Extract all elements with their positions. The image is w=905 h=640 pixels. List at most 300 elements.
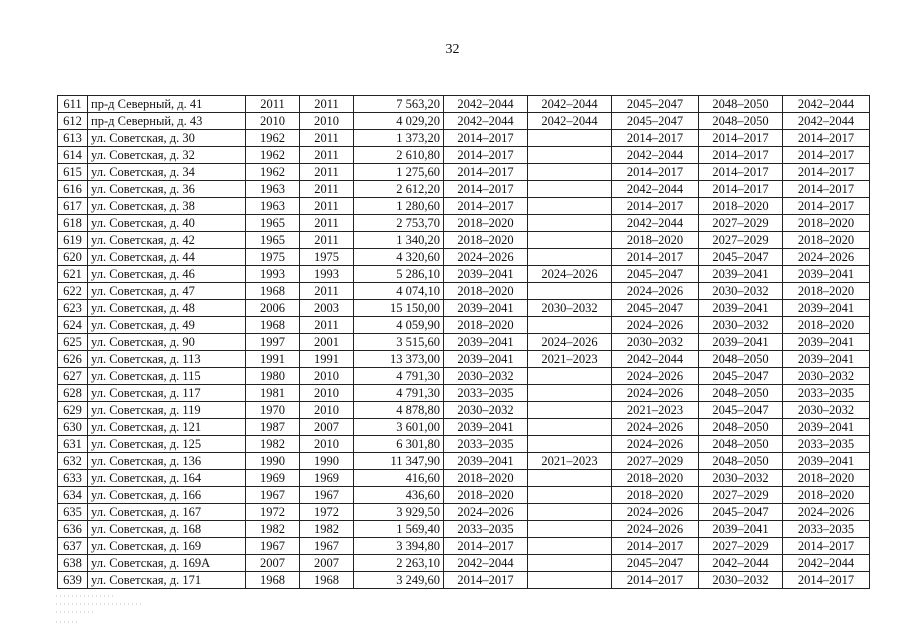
address-cell: ул. Советская, д. 49 xyxy=(88,317,246,334)
table-row xyxy=(58,470,870,487)
row-number-cell: 618 xyxy=(58,215,88,232)
period-3-cell: 2014–2017 xyxy=(612,164,699,181)
address-cell: ул. Советская, д. 32 xyxy=(88,147,246,164)
period-5-cell: 2018–2020 xyxy=(783,487,870,504)
year-commissioned-cell: 2011 xyxy=(300,317,354,334)
period-1-cell: 2039–2041 xyxy=(444,266,528,283)
area-cell: 7 563,20 xyxy=(354,96,444,113)
period-1-cell: 2014–2017 xyxy=(444,164,528,181)
period-4-cell: 2042–2044 xyxy=(699,555,783,572)
table-row xyxy=(58,147,870,164)
period-3-cell: 2045–2047 xyxy=(612,96,699,113)
period-4-cell: 2039–2041 xyxy=(699,334,783,351)
year-built-cell: 1967 xyxy=(246,538,300,555)
table-row xyxy=(58,504,870,521)
table-row xyxy=(58,317,870,334)
period-5-cell: 2042–2044 xyxy=(783,555,870,572)
period-2-cell xyxy=(528,419,612,436)
year-built-cell: 1990 xyxy=(246,453,300,470)
area-cell: 416,60 xyxy=(354,470,444,487)
period-3-cell: 2014–2017 xyxy=(612,538,699,555)
period-4-cell: 2048–2050 xyxy=(699,419,783,436)
period-5-cell: 2033–2035 xyxy=(783,521,870,538)
year-built-cell: 2006 xyxy=(246,300,300,317)
row-number-cell: 615 xyxy=(58,164,88,181)
table-row xyxy=(58,164,870,181)
row-number-cell: 631 xyxy=(58,436,88,453)
year-commissioned-cell: 2007 xyxy=(300,419,354,436)
row-number-cell: 617 xyxy=(58,198,88,215)
period-4-cell: 2027–2029 xyxy=(699,215,783,232)
period-4-cell: 2045–2047 xyxy=(699,249,783,266)
year-built-cell: 1980 xyxy=(246,368,300,385)
address-cell: ул. Советская, д. 169А xyxy=(88,555,246,572)
table-row xyxy=(58,385,870,402)
address-cell: ул. Советская, д. 164 xyxy=(88,470,246,487)
year-built-cell: 1972 xyxy=(246,504,300,521)
period-5-cell: 2018–2020 xyxy=(783,470,870,487)
period-2-cell xyxy=(528,232,612,249)
table-row xyxy=(58,283,870,300)
period-4-cell: 2045–2047 xyxy=(699,368,783,385)
period-1-cell: 2039–2041 xyxy=(444,419,528,436)
period-5-cell: 2042–2044 xyxy=(783,96,870,113)
period-3-cell: 2042–2044 xyxy=(612,181,699,198)
year-commissioned-cell: 1993 xyxy=(300,266,354,283)
address-cell: ул. Советская, д. 169 xyxy=(88,538,246,555)
period-5-cell: 2014–2017 xyxy=(783,198,870,215)
period-2-cell xyxy=(528,572,612,589)
area-cell: 4 074,10 xyxy=(354,283,444,300)
address-cell: пр-д Северный, д. 43 xyxy=(88,113,246,130)
period-3-cell: 2014–2017 xyxy=(612,198,699,215)
period-3-cell: 2024–2026 xyxy=(612,283,699,300)
year-commissioned-cell: 2001 xyxy=(300,334,354,351)
table-row xyxy=(58,487,870,504)
table-row xyxy=(58,215,870,232)
period-2-cell xyxy=(528,402,612,419)
period-1-cell: 2042–2044 xyxy=(444,113,528,130)
address-cell: ул. Советская, д. 121 xyxy=(88,419,246,436)
period-5-cell: 2014–2017 xyxy=(783,538,870,555)
period-4-cell: 2045–2047 xyxy=(699,402,783,419)
period-5-cell: 2033–2035 xyxy=(783,436,870,453)
period-5-cell: 2030–2032 xyxy=(783,402,870,419)
row-number-cell: 623 xyxy=(58,300,88,317)
year-commissioned-cell: 2010 xyxy=(300,368,354,385)
row-number-cell: 634 xyxy=(58,487,88,504)
address-cell: ул. Советская, д. 125 xyxy=(88,436,246,453)
page-number: 32 xyxy=(445,42,460,57)
year-commissioned-cell: 1969 xyxy=(300,470,354,487)
year-commissioned-cell: 2007 xyxy=(300,555,354,572)
period-5-cell: 2039–2041 xyxy=(783,351,870,368)
period-3-cell: 2030–2032 xyxy=(612,334,699,351)
period-1-cell: 2018–2020 xyxy=(444,317,528,334)
area-cell: 1 340,20 xyxy=(354,232,444,249)
year-commissioned-cell: 2010 xyxy=(300,385,354,402)
period-3-cell: 2014–2017 xyxy=(612,572,699,589)
address-cell: ул. Советская, д. 40 xyxy=(88,215,246,232)
period-2-cell xyxy=(528,147,612,164)
period-3-cell: 2045–2047 xyxy=(612,113,699,130)
area-cell: 3 394,80 xyxy=(354,538,444,555)
year-built-cell: 1963 xyxy=(246,181,300,198)
table-row xyxy=(58,453,870,470)
area-cell: 2 263,10 xyxy=(354,555,444,572)
table-row xyxy=(58,402,870,419)
period-3-cell: 2014–2017 xyxy=(612,130,699,147)
row-number-cell: 613 xyxy=(58,130,88,147)
year-commissioned-cell: 2011 xyxy=(300,147,354,164)
period-2-cell xyxy=(528,181,612,198)
period-1-cell: 2018–2020 xyxy=(444,487,528,504)
period-2-cell: 2024–2026 xyxy=(528,266,612,283)
period-3-cell: 2042–2044 xyxy=(612,351,699,368)
table-row xyxy=(58,113,870,130)
year-built-cell: 1968 xyxy=(246,572,300,589)
period-2-cell: 2030–2032 xyxy=(528,300,612,317)
period-1-cell: 2033–2035 xyxy=(444,521,528,538)
year-commissioned-cell: 1991 xyxy=(300,351,354,368)
period-4-cell: 2027–2029 xyxy=(699,487,783,504)
period-5-cell: 2024–2026 xyxy=(783,504,870,521)
period-1-cell: 2033–2035 xyxy=(444,436,528,453)
period-3-cell: 2024–2026 xyxy=(612,521,699,538)
period-1-cell: 2039–2041 xyxy=(444,300,528,317)
year-commissioned-cell: 2011 xyxy=(300,130,354,147)
period-4-cell: 2030–2032 xyxy=(699,317,783,334)
period-4-cell: 2039–2041 xyxy=(699,300,783,317)
period-5-cell: 2018–2020 xyxy=(783,317,870,334)
year-built-cell: 1968 xyxy=(246,317,300,334)
period-4-cell: 2048–2050 xyxy=(699,453,783,470)
period-3-cell: 2024–2026 xyxy=(612,419,699,436)
area-cell: 1 373,20 xyxy=(354,130,444,147)
period-5-cell: 2039–2041 xyxy=(783,419,870,436)
period-3-cell: 2024–2026 xyxy=(612,504,699,521)
period-5-cell: 2033–2035 xyxy=(783,385,870,402)
address-cell: ул. Советская, д. 90 xyxy=(88,334,246,351)
year-commissioned-cell: 1975 xyxy=(300,249,354,266)
year-built-cell: 1991 xyxy=(246,351,300,368)
address-cell: ул. Советская, д. 171 xyxy=(88,572,246,589)
period-3-cell: 2042–2044 xyxy=(612,147,699,164)
year-built-cell: 1965 xyxy=(246,215,300,232)
area-cell: 4 791,30 xyxy=(354,368,444,385)
period-4-cell: 2014–2017 xyxy=(699,147,783,164)
period-1-cell: 2030–2032 xyxy=(444,402,528,419)
row-number-cell: 628 xyxy=(58,385,88,402)
table-row xyxy=(58,96,870,113)
table-row xyxy=(58,181,870,198)
period-2-cell xyxy=(528,436,612,453)
year-commissioned-cell: 2011 xyxy=(300,164,354,181)
period-5-cell: 2042–2044 xyxy=(783,113,870,130)
period-4-cell: 2018–2020 xyxy=(699,198,783,215)
period-3-cell: 2018–2020 xyxy=(612,470,699,487)
period-1-cell: 2014–2017 xyxy=(444,538,528,555)
period-2-cell xyxy=(528,164,612,181)
period-2-cell xyxy=(528,521,612,538)
period-3-cell: 2024–2026 xyxy=(612,317,699,334)
period-4-cell: 2027–2029 xyxy=(699,232,783,249)
period-4-cell: 2014–2017 xyxy=(699,130,783,147)
table-body xyxy=(58,96,870,589)
year-commissioned-cell: 1967 xyxy=(300,538,354,555)
row-number-cell: 638 xyxy=(58,555,88,572)
period-4-cell: 2014–2017 xyxy=(699,181,783,198)
table-row xyxy=(58,266,870,283)
row-number-cell: 636 xyxy=(58,521,88,538)
row-number-cell: 639 xyxy=(58,572,88,589)
period-2-cell xyxy=(528,504,612,521)
period-4-cell: 2030–2032 xyxy=(699,470,783,487)
table-row xyxy=(58,538,870,555)
period-2-cell xyxy=(528,368,612,385)
row-number-cell: 619 xyxy=(58,232,88,249)
period-5-cell: 2030–2032 xyxy=(783,368,870,385)
row-number-cell: 635 xyxy=(58,504,88,521)
period-4-cell: 2027–2029 xyxy=(699,538,783,555)
table-row xyxy=(58,436,870,453)
period-2-cell xyxy=(528,283,612,300)
row-number-cell: 633 xyxy=(58,470,88,487)
year-built-cell: 1970 xyxy=(246,402,300,419)
period-1-cell: 2018–2020 xyxy=(444,470,528,487)
row-number-cell: 614 xyxy=(58,147,88,164)
period-3-cell: 2021–2023 xyxy=(612,402,699,419)
period-1-cell: 2024–2026 xyxy=(444,504,528,521)
area-cell: 2 612,20 xyxy=(354,181,444,198)
period-1-cell: 2014–2017 xyxy=(444,147,528,164)
period-2-cell xyxy=(528,555,612,572)
row-number-cell: 627 xyxy=(58,368,88,385)
year-commissioned-cell: 2011 xyxy=(300,181,354,198)
year-built-cell: 2007 xyxy=(246,555,300,572)
year-built-cell: 1965 xyxy=(246,232,300,249)
period-3-cell: 2014–2017 xyxy=(612,249,699,266)
period-1-cell: 2039–2041 xyxy=(444,334,528,351)
table-row xyxy=(58,555,870,572)
address-cell: ул. Советская, д. 48 xyxy=(88,300,246,317)
table-row xyxy=(58,334,870,351)
period-2-cell: 2024–2026 xyxy=(528,334,612,351)
year-built-cell: 1968 xyxy=(246,283,300,300)
period-2-cell: 2042–2044 xyxy=(528,113,612,130)
year-built-cell: 1982 xyxy=(246,436,300,453)
row-number-cell: 625 xyxy=(58,334,88,351)
period-5-cell: 2014–2017 xyxy=(783,181,870,198)
year-commissioned-cell: 2010 xyxy=(300,436,354,453)
area-cell: 3 515,60 xyxy=(354,334,444,351)
area-cell: 1 569,40 xyxy=(354,521,444,538)
period-3-cell: 2024–2026 xyxy=(612,368,699,385)
period-3-cell: 2018–2020 xyxy=(612,232,699,249)
period-3-cell: 2024–2026 xyxy=(612,436,699,453)
row-number-cell: 621 xyxy=(58,266,88,283)
period-5-cell: 2039–2041 xyxy=(783,334,870,351)
period-1-cell: 2042–2044 xyxy=(444,96,528,113)
address-cell: ул. Советская, д. 30 xyxy=(88,130,246,147)
row-number-cell: 612 xyxy=(58,113,88,130)
table-row xyxy=(58,572,870,589)
table-row xyxy=(58,351,870,368)
period-4-cell: 2048–2050 xyxy=(699,436,783,453)
year-commissioned-cell: 1968 xyxy=(300,572,354,589)
table-row xyxy=(58,130,870,147)
address-cell: ул. Советская, д. 115 xyxy=(88,368,246,385)
period-2-cell xyxy=(528,317,612,334)
area-cell: 2 753,70 xyxy=(354,215,444,232)
area-cell: 3 249,60 xyxy=(354,572,444,589)
row-number-cell: 611 xyxy=(58,96,88,113)
period-2-cell xyxy=(528,198,612,215)
address-cell: ул. Советская, д. 42 xyxy=(88,232,246,249)
year-commissioned-cell: 2011 xyxy=(300,198,354,215)
year-commissioned-cell: 2010 xyxy=(300,113,354,130)
period-4-cell: 2039–2041 xyxy=(699,521,783,538)
year-built-cell: 1975 xyxy=(246,249,300,266)
period-5-cell: 2014–2017 xyxy=(783,572,870,589)
address-cell: ул. Советская, д. 166 xyxy=(88,487,246,504)
area-cell: 4 320,60 xyxy=(354,249,444,266)
year-built-cell: 1962 xyxy=(246,147,300,164)
area-cell: 1 275,60 xyxy=(354,164,444,181)
period-1-cell: 2014–2017 xyxy=(444,130,528,147)
period-2-cell xyxy=(528,215,612,232)
address-cell: ул. Советская, д. 36 xyxy=(88,181,246,198)
year-commissioned-cell: 2011 xyxy=(300,232,354,249)
table-row xyxy=(58,249,870,266)
period-4-cell: 2048–2050 xyxy=(699,351,783,368)
period-3-cell: 2024–2026 xyxy=(612,385,699,402)
period-1-cell: 2014–2017 xyxy=(444,198,528,215)
area-cell: 15 150,00 xyxy=(354,300,444,317)
period-4-cell: 2030–2032 xyxy=(699,283,783,300)
address-cell: пр-д Северный, д. 41 xyxy=(88,96,246,113)
year-commissioned-cell: 2010 xyxy=(300,402,354,419)
period-3-cell: 2027–2029 xyxy=(612,453,699,470)
area-cell: 436,60 xyxy=(354,487,444,504)
period-1-cell: 2024–2026 xyxy=(444,249,528,266)
scan-artifact xyxy=(54,592,174,632)
area-cell: 2 610,80 xyxy=(354,147,444,164)
period-2-cell xyxy=(528,249,612,266)
year-built-cell: 1962 xyxy=(246,164,300,181)
area-cell: 13 373,00 xyxy=(354,351,444,368)
year-commissioned-cell: 1982 xyxy=(300,521,354,538)
period-2-cell: 2042–2044 xyxy=(528,96,612,113)
year-built-cell: 1987 xyxy=(246,419,300,436)
year-commissioned-cell: 2011 xyxy=(300,96,354,113)
period-5-cell: 2039–2041 xyxy=(783,300,870,317)
area-cell: 3 601,00 xyxy=(354,419,444,436)
year-built-cell: 1993 xyxy=(246,266,300,283)
period-1-cell: 2018–2020 xyxy=(444,283,528,300)
period-4-cell: 2030–2032 xyxy=(699,572,783,589)
row-number-cell: 624 xyxy=(58,317,88,334)
year-commissioned-cell: 2011 xyxy=(300,283,354,300)
table-row xyxy=(58,198,870,215)
table-row xyxy=(58,521,870,538)
address-cell: ул. Советская, д. 167 xyxy=(88,504,246,521)
table-row xyxy=(58,232,870,249)
period-2-cell xyxy=(528,385,612,402)
period-1-cell: 2014–2017 xyxy=(444,181,528,198)
row-number-cell: 616 xyxy=(58,181,88,198)
year-built-cell: 1967 xyxy=(246,487,300,504)
period-1-cell: 2039–2041 xyxy=(444,351,528,368)
row-number-cell: 630 xyxy=(58,419,88,436)
area-cell: 11 347,90 xyxy=(354,453,444,470)
table-row xyxy=(58,300,870,317)
period-5-cell: 2014–2017 xyxy=(783,164,870,181)
row-number-cell: 622 xyxy=(58,283,88,300)
year-built-cell: 1997 xyxy=(246,334,300,351)
period-1-cell: 2039–2041 xyxy=(444,453,528,470)
area-cell: 4 878,80 xyxy=(354,402,444,419)
period-3-cell: 2045–2047 xyxy=(612,555,699,572)
address-cell: ул. Советская, д. 168 xyxy=(88,521,246,538)
period-3-cell: 2045–2047 xyxy=(612,266,699,283)
year-built-cell: 1969 xyxy=(246,470,300,487)
year-built-cell: 1963 xyxy=(246,198,300,215)
address-cell: ул. Советская, д. 136 xyxy=(88,453,246,470)
period-4-cell: 2048–2050 xyxy=(699,113,783,130)
area-cell: 5 286,10 xyxy=(354,266,444,283)
period-4-cell: 2048–2050 xyxy=(699,385,783,402)
address-cell: ул. Советская, д. 38 xyxy=(88,198,246,215)
period-2-cell: 2021–2023 xyxy=(528,453,612,470)
row-number-cell: 629 xyxy=(58,402,88,419)
area-cell: 3 929,50 xyxy=(354,504,444,521)
address-cell: ул. Советская, д. 44 xyxy=(88,249,246,266)
address-cell: ул. Советская, д. 47 xyxy=(88,283,246,300)
address-cell: ул. Советская, д. 46 xyxy=(88,266,246,283)
year-built-cell: 2011 xyxy=(246,96,300,113)
period-1-cell: 2030–2032 xyxy=(444,368,528,385)
area-cell: 6 301,80 xyxy=(354,436,444,453)
period-1-cell: 2042–2044 xyxy=(444,555,528,572)
period-5-cell: 2018–2020 xyxy=(783,283,870,300)
period-3-cell: 2045–2047 xyxy=(612,300,699,317)
year-commissioned-cell: 1972 xyxy=(300,504,354,521)
period-5-cell: 2039–2041 xyxy=(783,453,870,470)
area-cell: 1 280,60 xyxy=(354,198,444,215)
period-4-cell: 2014–2017 xyxy=(699,164,783,181)
row-number-cell: 632 xyxy=(58,453,88,470)
period-4-cell: 2039–2041 xyxy=(699,266,783,283)
period-1-cell: 2033–2035 xyxy=(444,385,528,402)
period-5-cell: 2014–2017 xyxy=(783,147,870,164)
row-number-cell: 637 xyxy=(58,538,88,555)
period-5-cell: 2024–2026 xyxy=(783,249,870,266)
period-2-cell xyxy=(528,487,612,504)
year-built-cell: 1981 xyxy=(246,385,300,402)
year-commissioned-cell: 2011 xyxy=(300,215,354,232)
period-4-cell: 2045–2047 xyxy=(699,504,783,521)
table-row xyxy=(58,419,870,436)
year-commissioned-cell: 2003 xyxy=(300,300,354,317)
year-built-cell: 1982 xyxy=(246,521,300,538)
period-5-cell: 2018–2020 xyxy=(783,232,870,249)
year-commissioned-cell: 1967 xyxy=(300,487,354,504)
period-1-cell: 2014–2017 xyxy=(444,572,528,589)
period-1-cell: 2018–2020 xyxy=(444,215,528,232)
address-cell: ул. Советская, д. 34 xyxy=(88,164,246,181)
period-2-cell xyxy=(528,130,612,147)
